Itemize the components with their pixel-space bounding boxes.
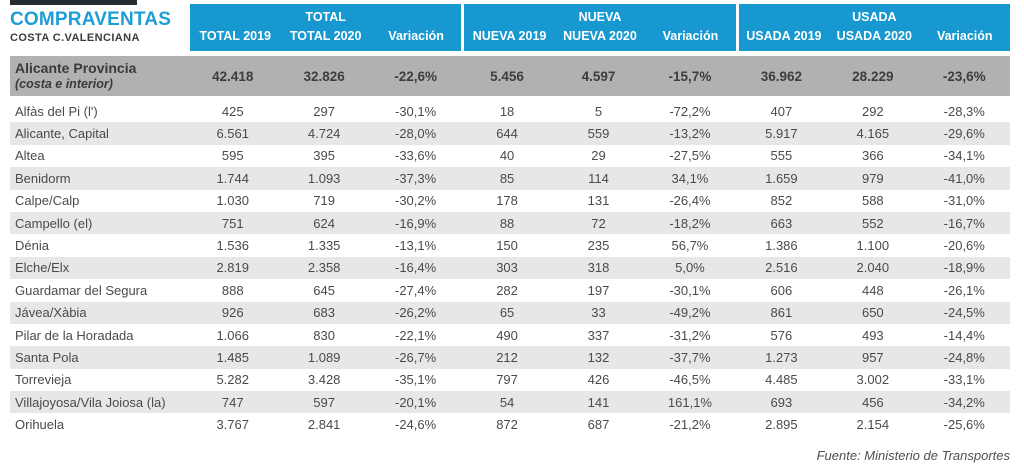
value-cell: 6.561	[216, 126, 249, 142]
municipality-label: Jávea/Xàbia	[15, 305, 87, 321]
value-cell: 2.895	[765, 417, 798, 433]
value-cell: -16,9%	[395, 215, 437, 231]
municipality-label: Alicante, Capital	[15, 126, 109, 142]
municipality-label: Santa Pola	[15, 349, 79, 365]
value-cell: 178	[496, 193, 518, 209]
summary-value-cell: 42.418	[212, 68, 254, 84]
summary-value-cell: 32.826	[303, 68, 345, 84]
table-header	[10, 4, 1010, 51]
column-group-total	[190, 4, 461, 51]
value-cell: 595	[221, 148, 244, 164]
value-cell: 18	[499, 103, 515, 119]
value-cell: 29	[591, 148, 606, 164]
value-cell: 559	[587, 126, 610, 142]
value-cell: 303	[496, 260, 518, 276]
value-cell: 1.273	[765, 349, 798, 365]
municipality-label: Dénia	[15, 238, 49, 254]
value-cell: 979	[861, 170, 884, 186]
municipality-label: Altea	[15, 148, 45, 164]
value-cell: 650	[861, 305, 884, 321]
municipality-label: Orihuela	[15, 417, 65, 433]
value-cell: -13,2%	[669, 126, 711, 142]
value-cell: 2.819	[216, 260, 249, 276]
table-row	[10, 369, 1010, 391]
column-header-total-variacion: Variación	[388, 29, 444, 43]
table-row	[10, 391, 1010, 413]
table-row	[10, 145, 1010, 167]
value-cell: -18,9%	[943, 260, 985, 276]
value-cell: -26,7%	[395, 349, 437, 365]
summary-value-cell: 28.229	[852, 68, 894, 84]
value-cell: -34,1%	[943, 148, 985, 164]
value-cell: -24,6%	[395, 417, 437, 433]
summary-row-alicante-provincia	[10, 56, 1010, 96]
column-header-usada-2019: USADA 2019	[746, 29, 822, 43]
value-cell: 683	[313, 305, 335, 321]
value-cell: 1.066	[216, 327, 249, 343]
value-cell: 493	[861, 327, 884, 343]
value-cell: -31,2%	[669, 327, 711, 343]
value-cell: 5	[594, 103, 603, 119]
value-cell: -13,1%	[395, 238, 437, 254]
value-cell: 2.040	[856, 260, 890, 276]
value-cell: 448	[861, 282, 884, 298]
value-cell: 131	[587, 193, 610, 209]
value-cell: 597	[313, 394, 335, 410]
column-header-nueva-variacion: Variación	[662, 29, 719, 43]
value-cell: -22,1%	[395, 327, 437, 343]
table-row	[10, 413, 1010, 435]
value-cell: -28,0%	[395, 126, 437, 142]
value-cell: 85	[499, 170, 515, 186]
summary-sublabel: (costa e interior)	[15, 76, 113, 91]
table-row	[10, 234, 1010, 256]
value-cell: -26,4%	[669, 193, 711, 209]
summary-value-cell: -22,6%	[394, 68, 437, 84]
value-cell: 957	[861, 349, 884, 365]
value-cell: 150	[496, 238, 518, 254]
value-cell: -20,6%	[943, 238, 985, 254]
value-cell: -41,0%	[943, 170, 985, 186]
value-cell: 555	[770, 148, 793, 164]
value-cell: -26,1%	[943, 282, 985, 298]
value-cell: 337	[587, 327, 610, 343]
value-cell: 4.485	[765, 372, 798, 388]
value-cell: 3.767	[216, 417, 249, 433]
column-header-nueva-2019: NUEVA 2019	[472, 29, 547, 43]
table-body	[10, 100, 1010, 436]
value-cell: 366	[861, 148, 884, 164]
municipality-label: Guardamar del Segura	[15, 282, 148, 298]
value-cell: -30,1%	[395, 103, 437, 119]
municipality-label: Torrevieja	[15, 372, 72, 388]
value-cell: 830	[313, 327, 335, 343]
value-cell: 54	[499, 394, 515, 410]
value-cell: 395	[313, 148, 335, 164]
value-cell: 425	[221, 103, 244, 119]
value-cell: 3.002	[856, 372, 890, 388]
value-cell: 1.335	[307, 238, 341, 254]
value-cell: 1.744	[216, 170, 249, 186]
value-cell: 797	[496, 372, 518, 388]
value-cell: -16,4%	[395, 260, 437, 276]
column-group-nueva	[464, 4, 735, 51]
value-cell: 1.030	[216, 193, 249, 209]
page-subtitle: COSTA C.VALENCIANA	[10, 31, 140, 44]
value-cell: 872	[496, 417, 518, 433]
value-cell: -25,6%	[943, 417, 985, 433]
column-header-usada-variacion: Variación	[936, 29, 993, 43]
value-cell: 56,7%	[671, 238, 709, 254]
value-cell: 663	[770, 215, 793, 231]
municipality-label: Pilar de la Horadada	[15, 327, 134, 343]
value-cell: 3.428	[307, 372, 341, 388]
value-cell: 1.536	[216, 238, 249, 254]
table-row	[10, 302, 1010, 324]
value-cell: 606	[770, 282, 793, 298]
value-cell: 490	[496, 327, 518, 343]
value-cell: 852	[770, 193, 793, 209]
municipality-label: Campello (el)	[15, 215, 93, 231]
value-cell: 719	[313, 193, 335, 209]
value-cell: 132	[587, 349, 610, 365]
value-cell: 4.724	[307, 126, 341, 142]
municipality-label: Elche/Elx	[15, 260, 70, 276]
value-cell: 1.485	[216, 349, 249, 365]
value-cell: -72,2%	[669, 103, 711, 119]
value-cell: 197	[587, 282, 610, 298]
summary-value-cell: -15,7%	[668, 68, 712, 84]
value-cell: -27,5%	[669, 148, 711, 164]
value-cell: 297	[313, 103, 335, 119]
value-cell: 687	[587, 417, 610, 433]
value-cell: -18,2%	[669, 215, 711, 231]
value-cell: 2.516	[765, 260, 798, 276]
value-cell: 751	[221, 215, 244, 231]
data-table	[10, 4, 1010, 436]
value-cell: 33	[591, 305, 606, 321]
value-cell: 212	[496, 349, 518, 365]
value-cell: 407	[770, 103, 793, 119]
value-cell: 576	[770, 327, 793, 343]
value-cell: 318	[587, 260, 610, 276]
value-cell: 34,1%	[671, 170, 709, 186]
value-cell: -30,2%	[395, 193, 437, 209]
value-cell: 292	[861, 103, 884, 119]
value-cell: -46,5%	[669, 372, 711, 388]
table-row	[10, 100, 1010, 122]
value-cell: -27,4%	[395, 282, 437, 298]
value-cell: 5.282	[216, 372, 249, 388]
value-cell: 5,0%	[675, 260, 705, 276]
value-cell: 1.089	[307, 349, 341, 365]
value-cell: 72	[591, 215, 606, 231]
value-cell: 88	[499, 215, 515, 231]
column-group-usada	[739, 4, 1010, 51]
value-cell: 65	[499, 305, 515, 321]
summary-label: Alicante Provincia	[15, 60, 137, 77]
table-row	[10, 212, 1010, 234]
column-header-total-2019: TOTAL 2019	[199, 29, 271, 43]
municipality-label: Villajoyosa/Vila Joiosa (la)	[15, 394, 166, 410]
value-cell: -30,1%	[669, 282, 711, 298]
value-cell: -20,1%	[395, 394, 437, 410]
table-row	[10, 324, 1010, 346]
value-cell: -21,2%	[669, 417, 711, 433]
page-title: COMPRAVENTAS	[10, 9, 172, 30]
value-cell: 624	[313, 215, 335, 231]
value-cell: 235	[587, 238, 610, 254]
value-cell: 114	[588, 170, 609, 186]
value-cell: -33,6%	[395, 148, 437, 164]
value-cell: 2.154	[856, 417, 890, 433]
value-cell: 1.659	[765, 170, 798, 186]
value-cell: 926	[221, 305, 244, 321]
group-header-nueva: NUEVA	[578, 10, 622, 24]
summary-value-cell: 5.456	[490, 68, 524, 84]
table-row	[10, 190, 1010, 212]
value-cell: 2.841	[307, 417, 341, 433]
table-row	[10, 122, 1010, 144]
value-cell: 588	[861, 193, 884, 209]
value-cell: 2.358	[307, 260, 341, 276]
summary-value-cell: 36.962	[760, 68, 803, 84]
municipality-label: Calpe/Calp	[15, 193, 80, 209]
group-header-total: TOTAL	[305, 10, 346, 24]
value-cell: -26,2%	[395, 305, 437, 321]
value-cell: 644	[496, 126, 518, 142]
value-cell: -29,6%	[943, 126, 985, 142]
value-cell: 888	[221, 282, 244, 298]
value-cell: -24,5%	[943, 305, 985, 321]
table-row	[10, 279, 1010, 301]
value-cell: 747	[221, 394, 244, 410]
value-cell: 861	[770, 305, 793, 321]
table-row	[10, 167, 1010, 189]
value-cell: 141	[587, 394, 610, 410]
value-cell: 426	[587, 372, 610, 388]
value-cell: -34,2%	[943, 394, 985, 410]
municipality-label: Benidorm	[15, 170, 71, 186]
value-cell: 693	[770, 394, 793, 410]
value-cell: -37,7%	[669, 349, 711, 365]
value-cell: -33,1%	[943, 372, 985, 388]
value-cell: 456	[861, 394, 884, 410]
group-header-usada: USADA	[852, 10, 897, 24]
table-row	[10, 257, 1010, 279]
value-cell: -49,2%	[669, 305, 711, 321]
value-cell: 40	[499, 148, 515, 164]
value-cell: 282	[496, 282, 518, 298]
value-cell: 1.386	[765, 238, 798, 254]
summary-value-cell: -23,6%	[942, 68, 986, 84]
value-cell: -31,0%	[943, 193, 985, 209]
municipality-label: Alfàs del Pi (l')	[15, 103, 98, 119]
value-cell: 4.165	[856, 126, 890, 142]
value-cell: 1.100	[856, 238, 890, 254]
column-header-nueva-2020: NUEVA 2020	[563, 29, 637, 43]
value-cell: 552	[861, 215, 884, 231]
source-note: Fuente: Ministerio de Transportes	[816, 448, 1010, 463]
value-cell: -24,8%	[943, 349, 985, 365]
value-cell: 5.917	[765, 126, 798, 142]
column-header-usada-2020: USADA 2020	[836, 29, 912, 43]
value-cell: -35,1%	[395, 372, 437, 388]
table-row	[10, 346, 1010, 368]
column-header-total-2020: TOTAL 2020	[289, 29, 362, 43]
value-cell: 1.093	[307, 170, 341, 186]
value-cell: 645	[313, 282, 335, 298]
value-cell: 161,1%	[667, 394, 712, 410]
value-cell: -16,7%	[943, 215, 985, 231]
title-block	[10, 4, 187, 51]
summary-value-cell: 4.597	[581, 68, 616, 84]
value-cell: -14,4%	[943, 327, 985, 343]
value-cell: -28,3%	[943, 103, 985, 119]
value-cell: -37,3%	[395, 170, 437, 186]
